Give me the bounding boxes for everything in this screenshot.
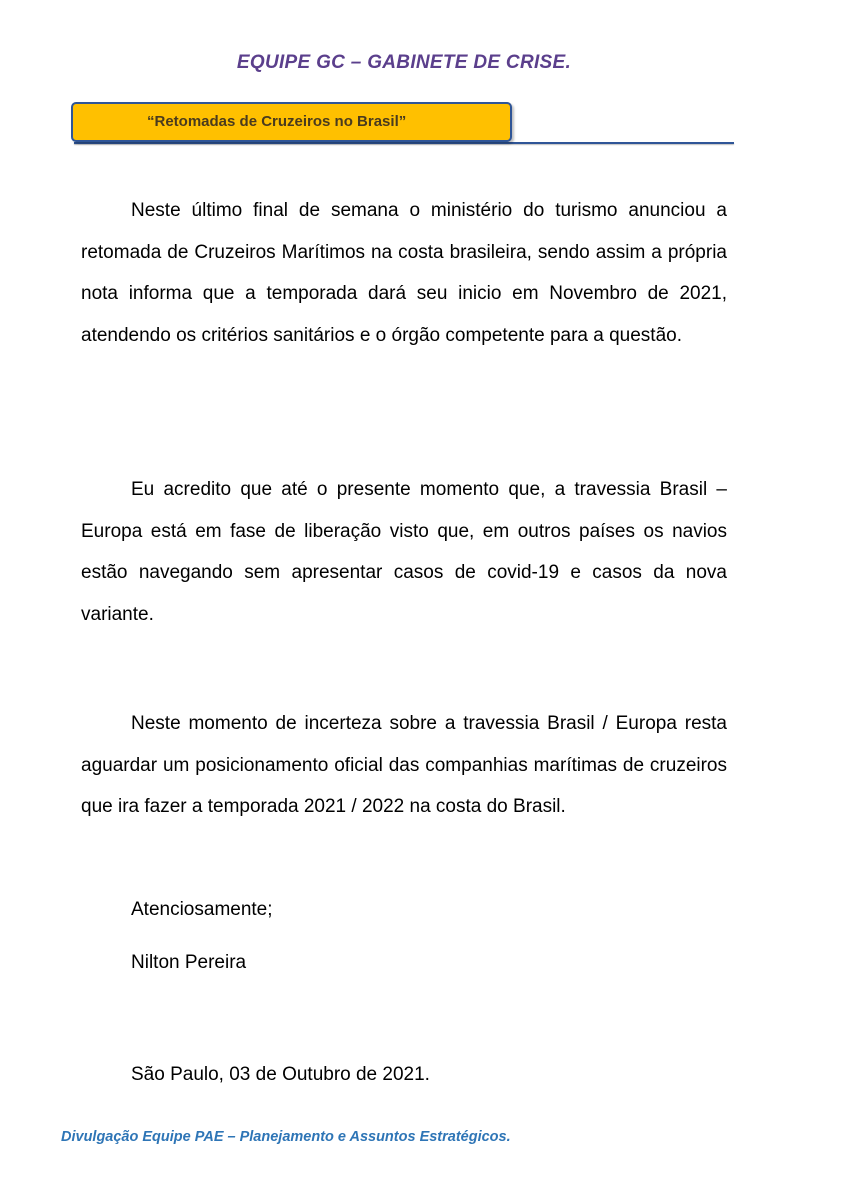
topic-banner [71, 102, 512, 142]
body-paragraph-2: Eu acredito que até o presente momento que, a travessia Brasil – Europa está em fase de liberação visto que, em outros países os navios estão navegando sem apresentar casos de covid-19 e casos da nova variante. [81, 479, 727, 625]
closing-salutation: Atenciosamente; [131, 899, 273, 920]
topic-underline [74, 142, 734, 144]
footer-note: Divulgação Equipe PAE – Planejamento e Assuntos Estratégicos. [61, 1129, 511, 1145]
signature-name: Nilton Pereira [131, 952, 247, 973]
place-date: São Paulo, 03 de Outubro de 2021. [131, 1064, 430, 1085]
body-paragraph-1: Neste último final de semana o ministério do turismo anunciou a retomada de Cruzeiros Marítimos na costa brasileira, sendo assim a própria nota informa que a temporada dará seu inicio em Novembro de 2021, atendendo os critérios sanitários e o órgão competente para a questão. [81, 200, 727, 346]
topic-label: “Retomadas de Cruzeiros no Brasil” [147, 113, 407, 130]
page-title: EQUIPE GC – GABINETE DE CRISE. [236, 52, 572, 73]
body-paragraph-3: Neste momento de incerteza sobre a travessia Brasil / Europa resta aguardar um posicionamento oficial das companhias marítimas de cruzeiros que ira fazer a temporada 2021 / 2022 na costa do Brasil. [81, 713, 727, 817]
